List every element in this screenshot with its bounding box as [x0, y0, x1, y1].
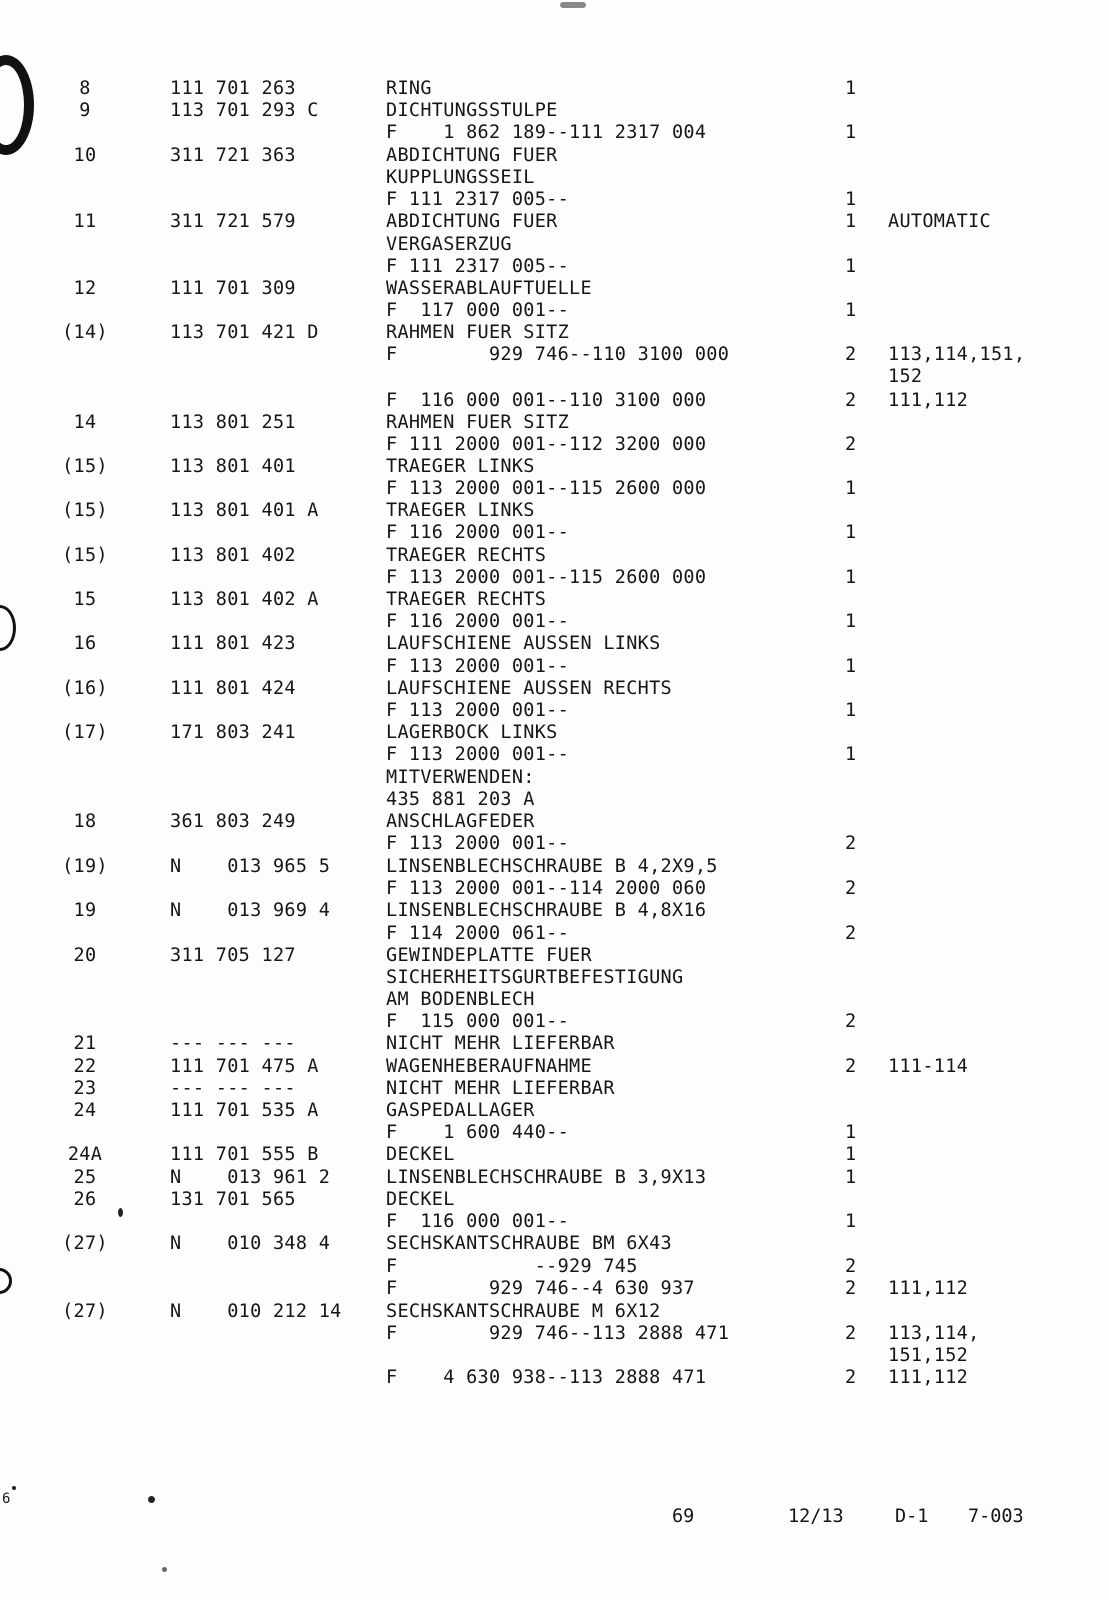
table-row	[0, 567, 1109, 589]
position-number: 25	[73, 1167, 97, 1188]
position-number: 23	[73, 1078, 97, 1099]
scan-speck	[560, 2, 586, 8]
remark: 111,112	[888, 1278, 969, 1299]
position-number: (16)	[62, 678, 108, 699]
description: F 929 746--113 2888 471	[386, 1323, 730, 1344]
table-row	[0, 811, 1109, 833]
table-row	[0, 522, 1109, 544]
table-row	[0, 700, 1109, 722]
part-number: 111 701 535 A	[170, 1100, 319, 1121]
part-number: --- --- ---	[170, 1033, 296, 1054]
part-number: N 013 965 5	[170, 856, 331, 877]
part-number: 113 701 293 C	[170, 100, 319, 121]
table-row	[0, 1100, 1109, 1122]
table-row	[0, 545, 1109, 567]
quantity: 2	[845, 1056, 857, 1077]
quantity: 1	[845, 478, 857, 499]
part-number: 111 801 423	[170, 633, 296, 654]
table-row	[0, 833, 1109, 855]
table-row	[0, 1278, 1109, 1300]
table-row	[0, 256, 1109, 278]
description: MITVERWENDEN:	[386, 767, 535, 788]
scan-speck	[118, 1208, 123, 1217]
quantity: 1	[845, 700, 857, 721]
table-row	[0, 322, 1109, 344]
quantity: 2	[845, 833, 857, 854]
sheet-number: 12/13	[788, 1506, 844, 1527]
description: F 116 000 001--110 3100 000	[386, 390, 707, 411]
position-number: (19)	[62, 856, 108, 877]
quantity: 1	[845, 1144, 857, 1165]
table-row	[0, 656, 1109, 678]
part-number: N 013 969 4	[170, 900, 331, 921]
table-row	[0, 1301, 1109, 1323]
quantity: 1	[845, 300, 857, 321]
description: F 113 2000 001--	[386, 700, 570, 721]
description: F 113 2000 001--115 2600 000	[386, 478, 707, 499]
table-row	[0, 923, 1109, 945]
position-number: 18	[73, 811, 97, 832]
part-number: --- --- ---	[170, 1078, 296, 1099]
part-number: 113 801 402	[170, 545, 296, 566]
position-number: (27)	[62, 1301, 108, 1322]
description: SICHERHEITSGURTBEFESTIGUNG	[386, 967, 684, 988]
description: LINSENBLECHSCHRAUBE B 4,2X9,5	[386, 856, 718, 877]
position-number: 14	[73, 412, 97, 433]
description: 435 881 203 A	[386, 789, 535, 810]
position-number: 24	[73, 1100, 97, 1121]
quantity: 2	[845, 344, 857, 365]
description: F 113 2000 001--114 2000 060	[386, 878, 707, 899]
group-code: D-1	[895, 1506, 929, 1527]
table-row	[0, 967, 1109, 989]
position-number: (17)	[62, 722, 108, 743]
description: GEWINDEPLATTE FUER	[386, 945, 592, 966]
quantity: 1	[845, 1211, 857, 1232]
part-number: N 010 348 4	[170, 1233, 331, 1254]
table-row	[0, 300, 1109, 322]
table-row	[0, 145, 1109, 167]
description: RAHMEN FUER SITZ	[386, 322, 570, 343]
description: LAUFSCHIENE AUSSEN RECHTS	[386, 678, 672, 699]
quantity: 2	[845, 1278, 857, 1299]
table-row	[0, 366, 1109, 388]
scan-speck	[148, 1496, 155, 1503]
table-row	[0, 167, 1109, 189]
description: F 116 000 001--	[386, 1211, 570, 1232]
position-number: 9	[79, 100, 91, 121]
table-row	[0, 1367, 1109, 1389]
part-number: 113 801 402 A	[170, 589, 319, 610]
table-row	[0, 434, 1109, 456]
table-row	[0, 1144, 1109, 1166]
description: DECKEL	[386, 1144, 455, 1165]
position-number: 15	[73, 589, 97, 610]
page-number: 69	[672, 1506, 695, 1527]
quantity: 2	[845, 923, 857, 944]
description: NICHT MEHR LIEFERBAR	[386, 1033, 615, 1054]
remark: 113,114,151,	[888, 344, 1026, 365]
table-row	[0, 456, 1109, 478]
table-row	[0, 878, 1109, 900]
part-number: 111 701 309	[170, 278, 296, 299]
description: RAHMEN FUER SITZ	[386, 412, 570, 433]
position-number: 24A	[67, 1144, 103, 1165]
table-row	[0, 122, 1109, 144]
description: DICHTUNGSSTULPE	[386, 100, 558, 121]
part-number: 311 721 579	[170, 211, 296, 232]
part-number: 113 801 401 A	[170, 500, 319, 521]
part-number: N 010 212 14	[170, 1301, 342, 1322]
part-number: 131 701 565	[170, 1189, 296, 1210]
description: GASPEDALLAGER	[386, 1100, 535, 1121]
description: DECKEL	[386, 1189, 455, 1210]
quantity: 1	[845, 611, 857, 632]
position-number: (15)	[62, 545, 108, 566]
description: LINSENBLECHSCHRAUBE B 4,8X16	[386, 900, 707, 921]
position-number: (27)	[62, 1233, 108, 1254]
table-row	[0, 1167, 1109, 1189]
margin-mark: 6	[2, 1491, 11, 1507]
description: LAGERBOCK LINKS	[386, 722, 558, 743]
table-row	[0, 1256, 1109, 1278]
description: F 929 746--110 3100 000	[386, 344, 730, 365]
description: F 929 746--4 630 937	[386, 1278, 695, 1299]
table-row	[0, 633, 1109, 655]
remark: 111,112	[888, 390, 969, 411]
part-number: 113 801 401	[170, 456, 296, 477]
description: F 113 2000 001--	[386, 744, 570, 765]
part-number: 311 705 127	[170, 945, 296, 966]
position-number: 16	[73, 633, 97, 654]
quantity: 1	[845, 656, 857, 677]
table-row	[0, 1056, 1109, 1078]
part-number: 113 701 421 D	[170, 322, 319, 343]
table-row	[0, 234, 1109, 256]
table-row	[0, 744, 1109, 766]
part-number: 113 801 251	[170, 412, 296, 433]
description: F 111 2317 005--	[386, 256, 570, 277]
quantity: 1	[845, 189, 857, 210]
description: WAGENHEBERAUFNAHME	[386, 1056, 592, 1077]
position-number: 26	[73, 1189, 97, 1210]
quantity: 1	[845, 78, 857, 99]
remark: 111-114	[888, 1056, 969, 1077]
table-row	[0, 500, 1109, 522]
table-row	[0, 678, 1109, 700]
quantity: 1	[845, 522, 857, 543]
description: TRAEGER LINKS	[386, 456, 535, 477]
position-number: 21	[73, 1033, 97, 1054]
part-number: 111 701 263	[170, 78, 296, 99]
table-row	[0, 1189, 1109, 1211]
table-row	[0, 1078, 1109, 1100]
remark: 113,114,	[888, 1323, 980, 1344]
description: F 4 630 938--113 2888 471	[386, 1367, 707, 1388]
description: F 116 2000 001--	[386, 611, 570, 632]
part-number: 111 701 555 B	[170, 1144, 319, 1165]
description: AM BODENBLECH	[386, 989, 535, 1010]
description: F 116 2000 001--	[386, 522, 570, 543]
description: LAUFSCHIENE AUSSEN LINKS	[386, 633, 661, 654]
table-row	[0, 1122, 1109, 1144]
position-number: 10	[73, 145, 97, 166]
description: F --929 745	[386, 1256, 638, 1277]
position-number: (14)	[62, 322, 108, 343]
description: TRAEGER RECHTS	[386, 545, 547, 566]
position-number: (15)	[62, 456, 108, 477]
quantity: 1	[845, 1122, 857, 1143]
table-row	[0, 278, 1109, 300]
table-row	[0, 589, 1109, 611]
position-number: 8	[79, 78, 91, 99]
part-number: 361 803 249	[170, 811, 296, 832]
table-row	[0, 211, 1109, 233]
description: F 117 000 001--	[386, 300, 570, 321]
table-row	[0, 344, 1109, 366]
quantity: 2	[845, 1011, 857, 1032]
part-number: 111 801 424	[170, 678, 296, 699]
quantity: 1	[845, 256, 857, 277]
part-number: 111 701 475 A	[170, 1056, 319, 1077]
table-row	[0, 412, 1109, 434]
position-number: 22	[73, 1056, 97, 1077]
document-code: 7-003	[968, 1506, 1024, 1527]
description: WASSERABLAUFTUELLE	[386, 278, 592, 299]
description: F 113 2000 001--	[386, 833, 570, 854]
description: F 113 2000 001--115 2600 000	[386, 567, 707, 588]
table-row	[0, 100, 1109, 122]
table-row	[0, 1233, 1109, 1255]
quantity: 2	[845, 1323, 857, 1344]
description: SECHSKANTSCHRAUBE BM 6X43	[386, 1233, 672, 1254]
table-row	[0, 900, 1109, 922]
quantity: 2	[845, 434, 857, 455]
table-row	[0, 478, 1109, 500]
position-number: 20	[73, 945, 97, 966]
scan-speck	[12, 1486, 16, 1490]
quantity: 1	[845, 567, 857, 588]
quantity: 1	[845, 211, 857, 232]
description: F 1 600 440--	[386, 1122, 570, 1143]
page-footer	[0, 1491, 1109, 1528]
position-number: 11	[73, 211, 97, 232]
remark: AUTOMATIC	[888, 211, 991, 232]
description: SECHSKANTSCHRAUBE M 6X12	[386, 1301, 661, 1322]
quantity: 1	[845, 744, 857, 765]
table-row	[0, 611, 1109, 633]
description: RING	[386, 78, 432, 99]
part-number: 311 721 363	[170, 145, 296, 166]
quantity: 1	[845, 1167, 857, 1188]
table-row	[0, 390, 1109, 412]
table-row	[0, 722, 1109, 744]
table-row	[0, 1211, 1109, 1233]
table-row	[0, 767, 1109, 789]
quantity: 2	[845, 390, 857, 411]
description: F 114 2000 061--	[386, 923, 570, 944]
part-number: 171 803 241	[170, 722, 296, 743]
table-row	[0, 78, 1109, 100]
remark: 151,152	[888, 1345, 969, 1366]
description: F 113 2000 001--	[386, 656, 570, 677]
description: KUPPLUNGSSEIL	[386, 167, 535, 188]
scan-speck	[162, 1567, 167, 1572]
remark: 111,112	[888, 1367, 969, 1388]
description: F 111 2000 001--112 3200 000	[386, 434, 707, 455]
description: LINSENBLECHSCHRAUBE B 3,9X13	[386, 1167, 707, 1188]
table-row	[0, 1011, 1109, 1033]
position-number: (15)	[62, 500, 108, 521]
description: TRAEGER RECHTS	[386, 589, 547, 610]
part-number: N 013 961 2	[170, 1167, 331, 1188]
quantity: 2	[845, 1256, 857, 1277]
description: TRAEGER LINKS	[386, 500, 535, 521]
table-row	[0, 945, 1109, 967]
description: ANSCHLAGFEDER	[386, 811, 535, 832]
description: NICHT MEHR LIEFERBAR	[386, 1078, 615, 1099]
position-number: 12	[73, 278, 97, 299]
table-row	[0, 1033, 1109, 1055]
remark: 152	[888, 366, 923, 387]
description: F 115 000 001--	[386, 1011, 570, 1032]
description: ABDICHTUNG FUER	[386, 145, 558, 166]
table-row	[0, 856, 1109, 878]
table-row	[0, 789, 1109, 811]
table-row	[0, 1345, 1109, 1367]
table-row	[0, 1323, 1109, 1345]
description: ABDICHTUNG FUER	[386, 211, 558, 232]
quantity: 2	[845, 1367, 857, 1388]
description: VERGASERZUG	[386, 234, 512, 255]
table-row	[0, 189, 1109, 211]
quantity: 1	[845, 122, 857, 143]
description: F 1 862 189--111 2317 004	[386, 122, 707, 143]
position-number: 19	[73, 900, 97, 921]
quantity: 2	[845, 878, 857, 899]
table-row	[0, 989, 1109, 1011]
description: F 111 2317 005--	[386, 189, 570, 210]
